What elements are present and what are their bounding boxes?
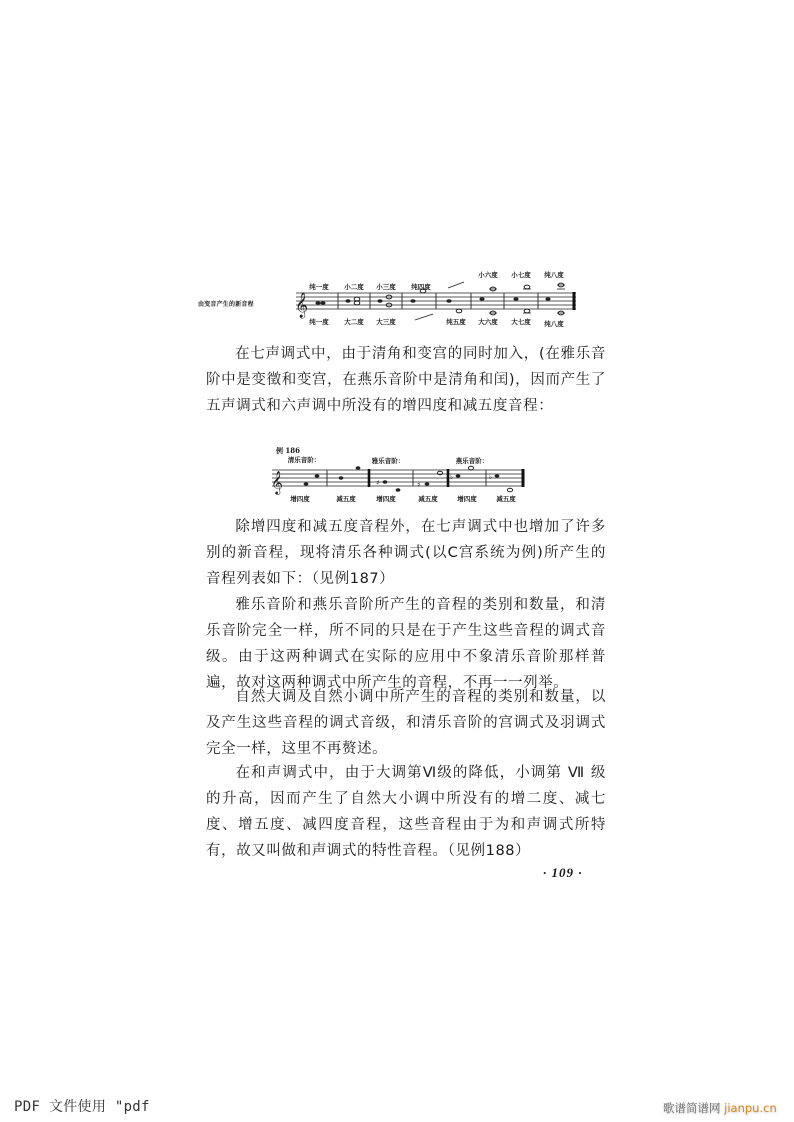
scale-label: 雅乐音阶： (371, 457, 405, 465)
interval-label-below: 大三度 (376, 318, 396, 326)
interval-label: 增四度 (376, 495, 396, 503)
paragraph-4-text: 自然大调及自然小调中所产生的音程的类别和数量，以及产生这些音程的调式音级，和清乐音阶的宫调式及羽调式完全一样，这里不再赘述。 (206, 689, 606, 757)
interval-label-above: 小三度 (376, 283, 396, 291)
paragraph-3-text: 雅乐音阶和燕乐音阶所产生的音程的类别和数量，和清乐音阶完全一样，所不同的只是在于产生这些音程的调式音级。由于这两种调式在实际的应用中不象清乐音阶那样普遍，故对这两种调式中所产生的音程，不再一一列举。 (206, 597, 606, 691)
watermark-cn: 歌谱简谱网 (663, 1101, 721, 1115)
treble-clef-icon: 𝄞 (271, 470, 283, 494)
example-side-label: 由变音产生的新音程 (198, 301, 254, 308)
svg-text:♭: ♭ (489, 473, 493, 481)
interval-label-above: 纯一度 (309, 283, 329, 291)
paragraph-2-text: 除增四度和减五度音程外，在七声调式中也增加了许多别的新音程，现将清乐各种调式(以C宫系统为例)所产生的音程列表如下：（见例187） (206, 519, 606, 587)
pdf-footer-text: PDF 文件使用 "pdf (14, 1099, 150, 1115)
interval-label-below: 纯八度 (544, 320, 564, 328)
svg-text:♭: ♭ (450, 473, 454, 481)
watermark-url: jianpu.cn (724, 1101, 777, 1115)
paragraph-1 (206, 341, 606, 419)
page-number: · 109 · (543, 865, 583, 880)
interval-label: 增四度 (457, 495, 477, 503)
interval-label-below: 纯五度 (446, 318, 466, 326)
paragraph-5-text: 在和声调式中，由于大调第Ⅵ级的降低，小调第 Ⅶ 级的升高，因而产生了自然大小调中所没有的增二度、减七度、增五度、减四度音程，这些音程由于为和声调式所特有，故又叫做和声调式的特性音程。（见例188） (206, 765, 606, 859)
interval-label: 减五度 (418, 495, 438, 503)
example-number: 例 186 (276, 446, 301, 455)
interval-label-above: 小七度 (511, 271, 531, 279)
interval-label-below: 大六度 (478, 318, 498, 326)
scale-label: 燕乐音阶： (455, 457, 489, 465)
treble-clef-icon: 𝄞 (295, 293, 309, 318)
music-example-186 (262, 443, 532, 505)
interval-label-above: 小二度 (344, 283, 364, 291)
svg-text:♯: ♯ (376, 479, 380, 487)
interval-label-above: 纯四度 (411, 283, 431, 291)
interval-label-below: 纯一度 (309, 318, 329, 326)
scale-label: 清乐音阶： (287, 456, 321, 464)
site-watermark (663, 1100, 777, 1116)
music-example-intervals (196, 268, 586, 330)
paragraph-2 (206, 514, 606, 592)
interval-label-below: 大七度 (511, 318, 531, 326)
svg-text:♯: ♯ (417, 481, 421, 489)
paragraph-5 (206, 760, 606, 864)
interval-label: 减五度 (336, 495, 356, 503)
interval-label: 减五度 (496, 495, 516, 503)
interval-label: 增四度 (290, 495, 310, 503)
paragraph-4 (206, 684, 606, 762)
interval-label-above: 小六度 (478, 271, 498, 279)
paragraph-1-text: 在七声调式中，由于清角和变宫的同时加入，(在雅乐音阶中是变徵和变宫，在燕乐音阶中是清角和闰)，因而产生了五声调式和六声调中所没有的增四度和减五度音程： (206, 346, 606, 414)
paragraph-3 (206, 592, 606, 696)
interval-label-above: 纯八度 (544, 271, 564, 279)
interval-label-below: 大二度 (344, 318, 364, 326)
